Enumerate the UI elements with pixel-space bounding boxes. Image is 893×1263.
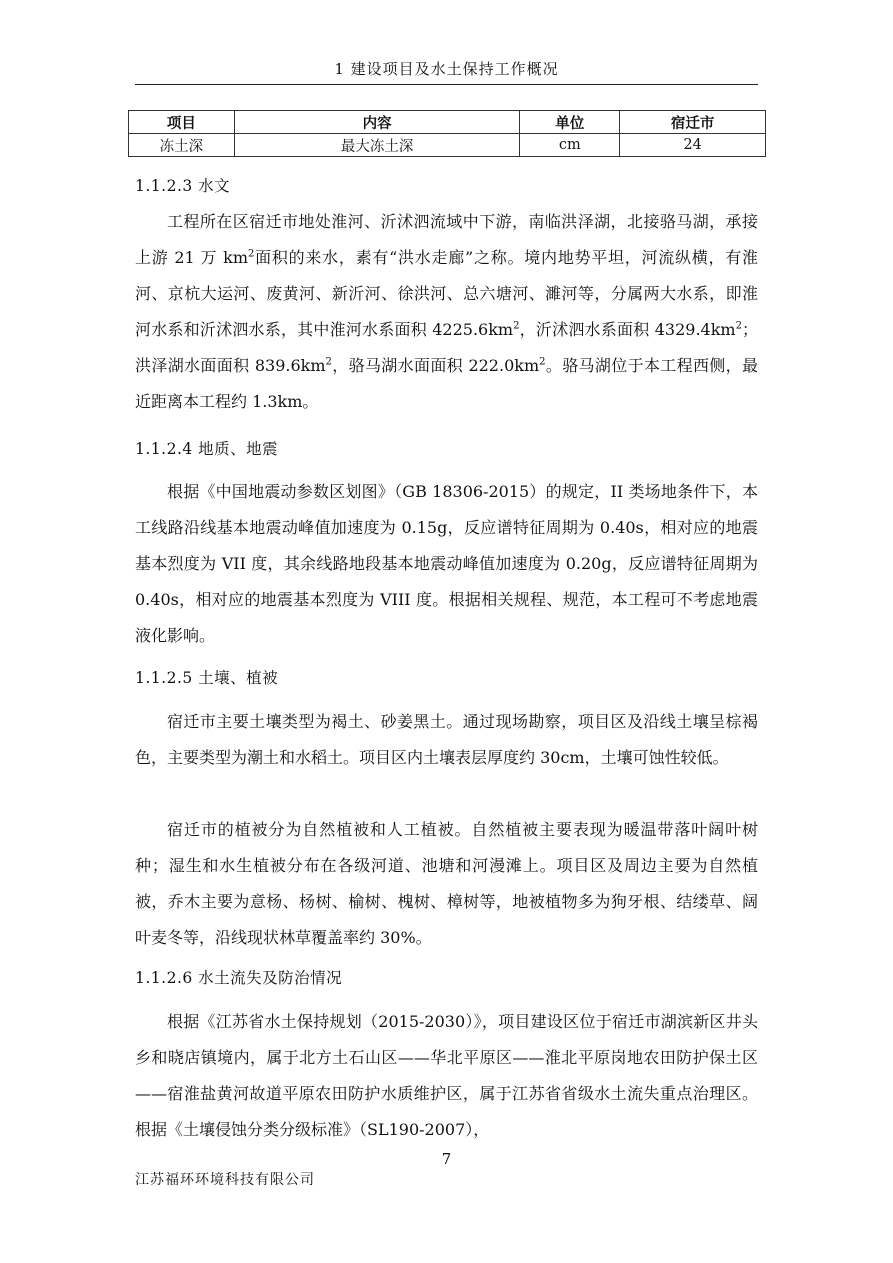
text-run: 。骆马湖位于本工程西侧，最近距离本工程约 1.3km。 xyxy=(135,356,758,411)
superscript: 2 xyxy=(248,248,255,260)
superscript: 2 xyxy=(735,320,742,332)
superscript: 2 xyxy=(513,320,520,332)
table-cell: cm xyxy=(520,134,620,157)
table-header-cell: 项目 xyxy=(129,111,235,134)
text-run: 工程所在区宿迁市地处淮河、沂沭泗流域中下游，南临洪泽湖，北接骆马湖，承接上游 21 万 km xyxy=(135,212,758,267)
header-rule xyxy=(135,84,758,85)
text-run: ，骆马湖水面面积 222.0km xyxy=(331,356,540,375)
table-header-cell: 宿迁市 xyxy=(620,111,766,134)
section-heading-geology: 1.1.2.4 地质、地震 xyxy=(135,440,279,458)
table-header-cell: 内容 xyxy=(234,111,520,134)
text-run: ，沂沭泗水系面积 4329.4km xyxy=(519,320,736,339)
vegetation-paragraph: 宿迁市的植被分为自然植被和人工植被。自然植被主要表现为暖温带落叶阔叶树种；湿生和水生植被分布在各级河道、池塘和河漫滩上。项目区及周边主要为自然植被，乔木主要为意杨、杨树、榆树、槐树、樟树等，地被植物多为狗牙根、结缕草、阔叶麦冬等，沿线现状林草覆盖率约 30%。 xyxy=(135,820,758,947)
footer-company: 江苏福环环境科技有限公司 xyxy=(135,1172,315,1188)
page-number: 7 xyxy=(441,1150,452,1168)
section-heading-soil: 1.1.2.5 土壤、植被 xyxy=(135,669,279,687)
superscript: 2 xyxy=(325,356,332,368)
superscript: 2 xyxy=(539,356,546,368)
table-header-cell: 单位 xyxy=(520,111,620,134)
table-row xyxy=(129,134,766,157)
section-heading-hydrology: 1.1.2.3 水文 xyxy=(135,177,231,195)
frost-depth-table xyxy=(128,110,766,157)
geology-paragraph: 根据《中国地震动参数区划图》（GB 18306-2015）的规定，II 类场地条件下，本工线路沿线基本地震动峰值加速度为 0.15g，反应谱特征周期为 0.40s，相对应的地震基本烈度为 VII 度，其余线路地段基本地震动峰值加速度为 0.20g，反应谱特征周期为 0.40s，相对应的地震基本烈度为 VIII 度。根据相关规程、规范，本工程可不考虑地震液化影响。 xyxy=(135,482,758,645)
table-cell: 24 xyxy=(620,134,766,157)
table-cell: 最大冻土深 xyxy=(234,134,520,157)
table-cell: 冻土深 xyxy=(129,134,235,157)
text-run: ；洪泽湖水面面积 839.6km xyxy=(135,320,758,375)
hydrology-paragraph xyxy=(135,204,758,420)
erosion-paragraph: 根据《江苏省水土保持规划（2015-2030）》，项目建设区位于宿迁市湖滨新区井头乡和晓店镇境内，属于北方土石山区——华北平原区——淮北平原岗地农田防护保土区——宿淮盐黄河故道平原农田防护水质维护区，属于江苏省省级水土流失重点治理区。根据《土壤侵蚀分类分级标准》（SL190-2007）， xyxy=(135,1012,758,1139)
running-header: 1 建设项目及水土保持工作概况 xyxy=(334,60,559,78)
table-header-row xyxy=(129,111,766,134)
text-run: 面积的来水，素有“洪水走廊”之称。境内地势平坦，河流纵横，有淮河、京杭大运河、废黄河、新沂河、徐洪河、总六塘河、濉河等，分属两大水系，即淮河水系和沂沭泗水系，其中淮河水系面积 4225.6km xyxy=(135,248,758,339)
section-heading-erosion: 1.1.2.6 水土流失及防治情况 xyxy=(135,969,343,987)
soil-paragraph: 宿迁市主要土壤类型为褐土、砂姜黑土。通过现场勘察，项目区及沿线土壤呈棕褐色，主要类型为潮土和水稻土。项目区内土壤表层厚度约 30cm，土壤可蚀性较低。 xyxy=(135,712,758,767)
